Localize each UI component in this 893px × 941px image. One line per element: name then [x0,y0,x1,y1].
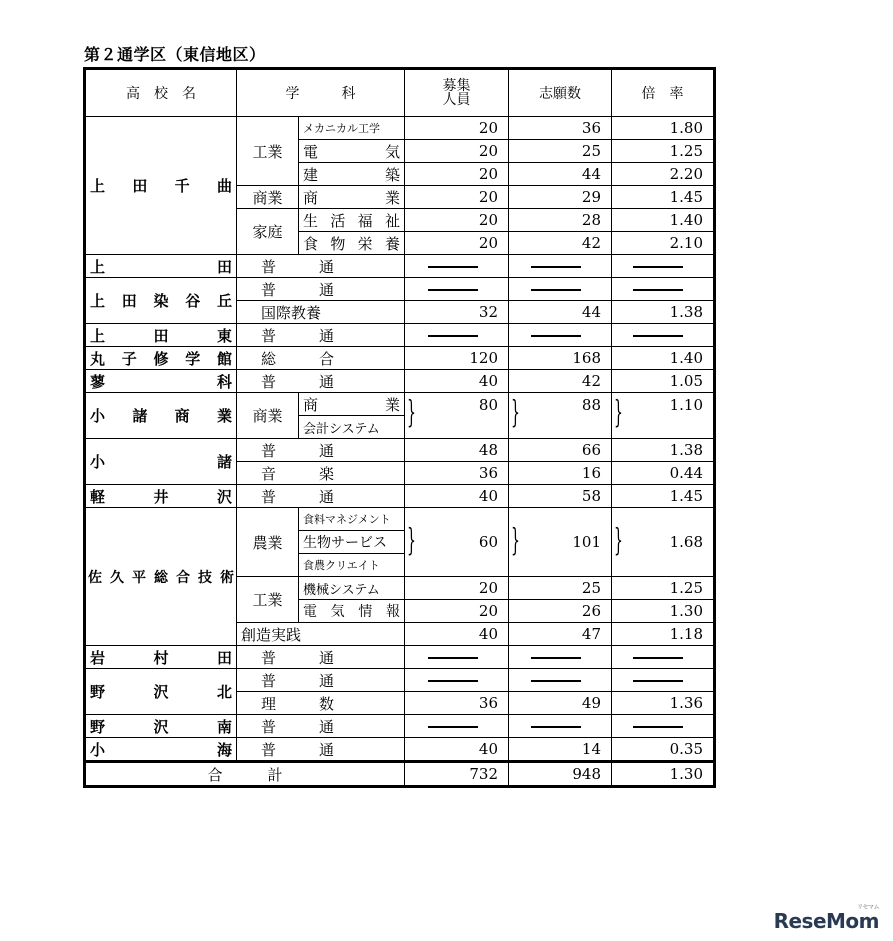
table-row [85,646,715,669]
ratio: } 1.68 [612,508,715,577]
quota: 48 [405,439,509,462]
applicants-dash [509,255,612,278]
department: 普通 [237,738,405,762]
quota: } 60 [405,508,509,577]
header-ratio: 倍 率 [612,69,715,117]
table-row [85,347,715,370]
header-department: 学 科 [237,69,405,117]
department: 機械システム [299,577,405,600]
department: 電気 [299,140,405,163]
school-name: 軽井沢 [85,485,237,508]
quota: 20 [405,140,509,163]
department: 商業 [299,393,405,416]
ratio: 2.10 [612,232,715,255]
quota: } 80 [405,393,509,439]
ratio: 0.44 [612,462,715,485]
department: 総合 [237,347,405,370]
total-quota: 732 [405,762,509,787]
applicants: 42 [509,370,612,393]
applicants: 44 [509,301,612,324]
table-row [85,669,715,692]
department: 普通 [237,255,405,278]
quota: 20 [405,577,509,600]
total-row [85,762,715,787]
header-quota: 募集 人員 [405,69,509,117]
total-ratio: 1.30 [612,762,715,787]
table-row [85,324,715,347]
quota-dash [405,324,509,347]
ratio: 1.38 [612,301,715,324]
quota-dash [405,278,509,301]
ratio: } 1.10 [612,393,715,439]
ratio: 1.18 [612,623,715,646]
quota: 32 [405,301,509,324]
table-row [85,117,715,140]
school-name: 上田 [85,255,237,278]
ratio: 1.25 [612,140,715,163]
department: 食料マネジメント [299,508,405,531]
table-row [85,715,715,738]
total-label: 合 計 [85,762,405,787]
ratio: 1.25 [612,577,715,600]
ratio: 1.45 [612,186,715,209]
quota-dash [405,715,509,738]
department: 普通 [237,439,405,462]
quota: 20 [405,117,509,140]
ratio-dash [612,278,715,301]
department: 建築 [299,163,405,186]
department: 普通 [237,324,405,347]
category: 商業 [237,393,299,439]
quota-dash [405,669,509,692]
department: 理数 [237,692,405,715]
school-name: 岩村田 [85,646,237,669]
category: 農業 [237,508,299,577]
applicants: 25 [509,140,612,163]
ratio: 1.45 [612,485,715,508]
applicants: 29 [509,186,612,209]
quota-dash [405,255,509,278]
department: 普通 [237,278,405,301]
department: 食物栄養 [299,232,405,255]
department: 普通 [237,485,405,508]
quota: 40 [405,623,509,646]
school-name: 野沢北 [85,669,237,715]
department: 生物サービス [299,531,405,554]
department: 普通 [237,669,405,692]
department: 普通 [237,715,405,738]
applicants: } 88 [509,393,612,439]
applicants: 25 [509,577,612,600]
header-row [85,69,715,117]
ratio-dash [612,669,715,692]
applicants-dash [509,715,612,738]
applicants: } 101 [509,508,612,577]
quota: 40 [405,370,509,393]
applicants: 42 [509,232,612,255]
department: 音楽 [237,462,405,485]
department: 国際教養 [237,301,405,324]
applicants-dash [509,669,612,692]
applicants: 14 [509,738,612,762]
table-row [85,508,715,531]
ratio-dash [612,715,715,738]
ratio: 1.36 [612,692,715,715]
ratio: 2.20 [612,163,715,186]
category: 工業 [237,117,299,186]
table-row [85,485,715,508]
quota: 36 [405,462,509,485]
applicants: 26 [509,600,612,623]
table-row [85,393,715,416]
category: 工業 [237,577,299,623]
table-row [85,278,715,301]
applicants: 49 [509,692,612,715]
ratio: 0.35 [612,738,715,762]
ratio: 1.40 [612,209,715,232]
department: 生活福祉 [299,209,405,232]
applicants-dash [509,324,612,347]
ratio-dash [612,255,715,278]
applicants: 16 [509,462,612,485]
applicants: 168 [509,347,612,370]
quota: 20 [405,163,509,186]
department: 会計システム [299,416,405,439]
quota: 20 [405,209,509,232]
applicants: 28 [509,209,612,232]
school-name: 佐久平総合技術 [85,508,237,646]
applicants: 47 [509,623,612,646]
school-name: 上田染谷丘 [85,278,237,324]
table-row [85,738,715,762]
admission-table [83,67,716,788]
applicants-dash [509,278,612,301]
total-applicants: 948 [509,762,612,787]
department: 普通 [237,646,405,669]
resemom-logo: リセマム ReseMom [773,904,879,933]
applicants: 58 [509,485,612,508]
quota: 120 [405,347,509,370]
ratio-dash [612,324,715,347]
school-name: 小諸 [85,439,237,485]
quota: 20 [405,186,509,209]
school-name: 小諸商業 [85,393,237,439]
school-name: 上田千曲 [85,117,237,255]
school-name: 上田東 [85,324,237,347]
page-title: 第２通学区（東信地区） [84,45,266,64]
applicants: 44 [509,163,612,186]
department: 電気情報 [299,600,405,623]
applicants-dash [509,646,612,669]
school-name: 小海 [85,738,237,762]
school-name: 蓼科 [85,370,237,393]
department: 商業 [299,186,405,209]
applicants: 36 [509,117,612,140]
ratio: 1.38 [612,439,715,462]
department: 普通 [237,370,405,393]
category: 商業 [237,186,299,209]
school-name: 丸子修学館 [85,347,237,370]
category: 家庭 [237,209,299,255]
quota: 40 [405,738,509,762]
table-row [85,439,715,462]
ratio: 1.40 [612,347,715,370]
applicants: 66 [509,439,612,462]
header-school: 高 校 名 [85,69,237,117]
quota-dash [405,646,509,669]
department: 創造実践 [237,623,405,646]
table-row [85,255,715,278]
ratio: 1.80 [612,117,715,140]
header-applicants: 志願数 [509,69,612,117]
ratio-dash [612,646,715,669]
department: 食農クリエイト [299,554,405,577]
department: メカニカル工学 [299,117,405,140]
quota: 36 [405,692,509,715]
quota: 40 [405,485,509,508]
ratio: 1.05 [612,370,715,393]
quota: 20 [405,232,509,255]
quota: 20 [405,600,509,623]
ratio: 1.30 [612,600,715,623]
school-name: 野沢南 [85,715,237,738]
table-row [85,370,715,393]
